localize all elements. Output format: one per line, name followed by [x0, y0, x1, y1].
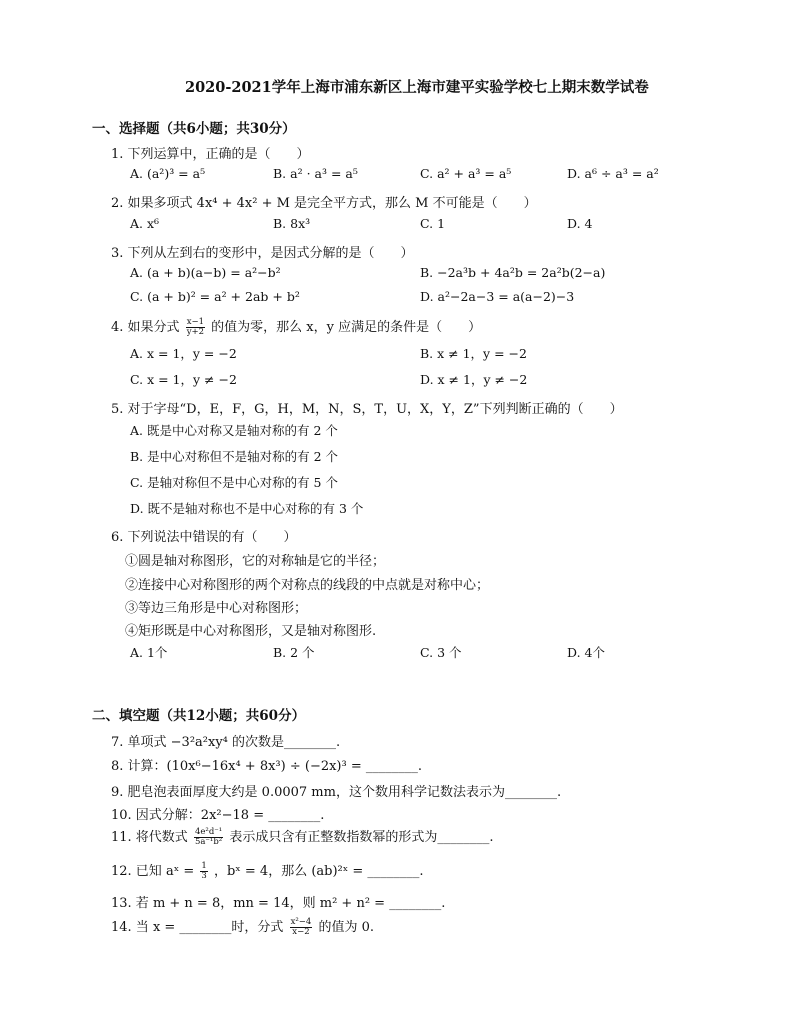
- question-14: [111, 916, 374, 937]
- question-2-option-c: C. 1: [420, 216, 446, 231]
- question-11-fraction: [194, 828, 223, 848]
- section-heading-fill-in: 二、填空题（共12小题；共60分）: [92, 708, 306, 724]
- question-4-fraction-numerator: x−1: [186, 316, 205, 327]
- question-12: [111, 860, 424, 881]
- question-1-option-c: C. a² + a³ = a⁵: [420, 166, 512, 181]
- question-1-option-b: B. a² · a³ = a⁵: [273, 166, 358, 181]
- question-1-stem: 1. 下列运算中，正确的是（ ）: [111, 147, 310, 162]
- question-6-option-c: C. 3 个: [420, 645, 462, 660]
- question-13: 13. 若 m + n = 8，mn = 14，则 m² + n² = ________.: [111, 896, 446, 911]
- question-6-option-d: D. 4个: [567, 645, 605, 660]
- question-3-option-d: D. a²−2a−3 = a(a−2)−3: [420, 289, 575, 304]
- question-6-stem: 6. 下列说法中错误的有（ ）: [111, 530, 297, 545]
- question-6-option-a: A. 1个: [130, 645, 168, 660]
- question-5-stem: 5. 对于字母“D，E，F，G，H，M，N，S，T，U，X，Y，Z”下列判断正确的（ ）: [111, 402, 623, 417]
- question-5-option-b: B. 是中心对称但不是轴对称的有 2 个: [130, 449, 339, 464]
- question-4-fraction: [186, 318, 205, 338]
- question-9: 9. 肥皂泡表面厚度大约是 0.0007 mm，这个数用科学记数法表示为________.: [111, 785, 562, 800]
- question-4-option-c: C. x = 1，y ≠ −2: [130, 372, 237, 387]
- question-6-statement-2: ②连接中心对称图形的两个对称点的线段的中点就是对称中心；: [125, 578, 490, 593]
- question-4-stem-post: 的值为零，那么 x，y 应满足的条件是（ ）: [211, 320, 482, 335]
- question-11-fraction-denominator: 5a⁻¹b²: [194, 837, 223, 847]
- question-2-option-b: B. 8x³: [273, 216, 311, 231]
- section-heading-choice: 一、选择题（共6小题；共30分）: [92, 121, 296, 137]
- question-12-post: ，bˣ = 4，那么 (ab)²ˣ = ________.: [213, 864, 424, 879]
- question-3-option-a: A. (a + b)(a−b) = a²−b²: [130, 265, 281, 280]
- question-11-pre: 11. 将代数式: [111, 830, 188, 845]
- question-10: 10. 因式分解：2x²−18 = ________.: [111, 808, 325, 823]
- question-14-pre: 14. 当 x = ________时，分式: [111, 920, 284, 935]
- question-2-option-d: D. 4: [567, 216, 593, 231]
- question-12-fraction-denominator: 3: [201, 871, 207, 881]
- question-5-option-c: C. 是轴对称但不是中心对称的有 5 个: [130, 475, 338, 490]
- question-6-statement-1: ①圆是轴对称图形，它的对称轴是它的半径；: [125, 554, 386, 569]
- question-4-option-d: D. x ≠ 1，y ≠ −2: [420, 372, 528, 387]
- question-1-option-d: D. a⁶ ÷ a³ = a²: [567, 166, 659, 181]
- question-14-fraction-denominator: x−2: [292, 927, 310, 937]
- question-5-option-d: D. 既不是轴对称也不是中心对称的有 3 个: [130, 501, 364, 516]
- question-14-fraction-numerator: x²−4: [290, 916, 312, 927]
- question-4-stem-pre: 4. 如果分式: [111, 320, 180, 335]
- question-6-statement-4: ④矩形既是中心对称图形，又是轴对称图形.: [125, 624, 377, 639]
- question-6-option-b: B. 2 个: [273, 645, 315, 660]
- question-14-fraction: [290, 918, 313, 938]
- question-14-post: 的值为 0.: [318, 920, 374, 935]
- question-1-option-a: A. (a²)³ = a⁵: [130, 166, 206, 181]
- question-5-option-a: A. 既是中心对称又是轴对称的有 2 个: [130, 423, 338, 438]
- question-11-post: 表示成只含有正整数指数幂的形式为________.: [229, 830, 494, 845]
- question-2-stem: 2. 如果多项式 4x⁴ + 4x² + M 是完全平方式，那么 M 不可能是（ ）: [111, 196, 537, 211]
- question-3-option-b: B. −2a³b + 4a²b = 2a²b(2−a): [420, 265, 606, 280]
- question-3-stem: 3. 下列从左到右的变形中，是因式分解的是（ ）: [111, 246, 414, 261]
- question-12-fraction-numerator: 1: [201, 860, 207, 871]
- question-4-stem: [111, 316, 481, 337]
- question-2-option-a: A. x⁶: [130, 216, 160, 231]
- question-12-pre: 12. 已知 aˣ =: [111, 864, 195, 879]
- question-3-option-c: C. (a + b)² = a² + 2ab + b²: [130, 289, 300, 304]
- question-4-option-b: B. x ≠ 1，y = −2: [420, 346, 527, 361]
- question-8: 8. 计算：(10x⁶−16x⁴ + 8x³) ÷ (−2x)³ = ________.: [111, 759, 423, 774]
- question-4-option-a: A. x = 1，y = −2: [130, 346, 237, 361]
- question-7: 7. 单项式 −3²a²xy⁴ 的次数是________.: [111, 735, 341, 750]
- question-6-statement-3: ③等边三角形是中心对称图形；: [125, 601, 308, 616]
- exam-title: 2020-2021学年上海市浦东新区上海市建平实验学校七上期末数学试卷: [185, 79, 649, 96]
- question-11-fraction-numerator: 4e²d⁻¹: [194, 826, 223, 837]
- question-11: [111, 826, 493, 847]
- question-12-fraction: [200, 862, 207, 882]
- question-4-fraction-denominator: y+2: [186, 327, 205, 337]
